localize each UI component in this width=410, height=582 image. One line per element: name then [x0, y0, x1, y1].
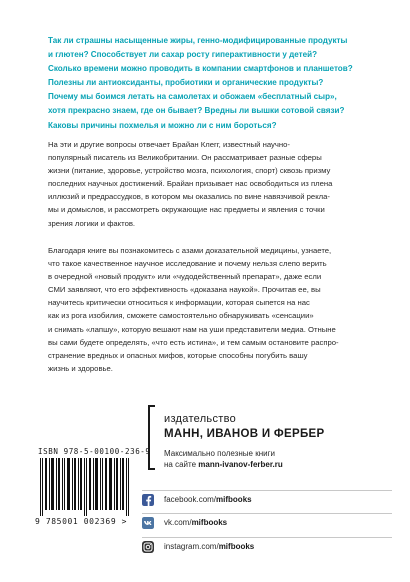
social-prefix: vk.com/ — [164, 518, 192, 527]
text-line: СМИ заявляют, что его эффективность «доказана наукой». Прочитав ее, вы — [48, 285, 321, 295]
barcode-digits: 9 785001 002369 > — [35, 517, 128, 526]
text-line: как из рога изобилия, сможете самостоятельно обнаруживать «сенсации» — [48, 311, 314, 321]
questions-block — [48, 34, 378, 133]
text-line: последних научных достижений. Брайан призывает нас освободиться из плена — [48, 179, 333, 189]
vk-icon — [142, 517, 154, 529]
social-handle: mifbooks — [216, 495, 252, 504]
publisher-site-line — [164, 459, 283, 470]
text-line: и снимать «лапшу», которую вешают нам на уши представители медиа. Отныне — [48, 324, 336, 334]
social-prefix: facebook.com/ — [164, 495, 217, 504]
social-handle: mifbooks — [191, 518, 228, 527]
text-line: жизни (питание, здоровье, устройство мозга, психология, спорт) сквозь призму — [48, 166, 331, 176]
publisher-logo — [164, 412, 324, 442]
text-line: иллюзий и предрассудков, в котором мы оказались по вине навязчивой рекла- — [48, 192, 330, 202]
publisher-info — [164, 448, 283, 470]
site-prefix: на сайте — [164, 460, 199, 469]
social-vk[interactable] — [142, 513, 402, 530]
text-line: На эти и другие вопросы отвечает Брайан Клегг, известный научно- — [48, 140, 290, 149]
text-line: что такое качественное научное исследование и почему нельзя слепо верить — [48, 259, 327, 269]
social-link-text[interactable] — [164, 495, 252, 505]
facebook-icon — [142, 494, 154, 506]
text-line: мы и домыслов, и рассмотреть окружающие нас предметы и явления с точки — [48, 205, 325, 215]
question-line: Сколько времени можно проводить в компании смартфонов и планшетов? — [48, 64, 353, 74]
question-line: Полезны ли антиоксиданты, пробиотики и органические продукты? — [48, 78, 324, 88]
social-facebook[interactable] — [142, 490, 402, 507]
publisher-tagline: Максимально полезные книги — [164, 449, 275, 458]
text-line: в очередной «новый продукт» или «чудодейственный препарат», даже если — [48, 272, 322, 282]
text-line: вы сами будете определять, «что есть истина», и тем самым остановите распро- — [48, 337, 339, 347]
description-paragraph-1 — [48, 138, 364, 230]
text-line: странение вредных и опасных мифов, которые способны погубить вашу — [48, 350, 308, 360]
text-line: популярный писатель из Великобритании. Он рассматривает разные сферы — [48, 153, 322, 163]
instagram-icon — [142, 541, 154, 553]
publisher-site-link[interactable]: mann-ivanov-ferber.ru — [198, 460, 283, 469]
text-line: жизнь и здоровье. — [48, 363, 113, 373]
divider — [142, 537, 392, 538]
publisher-bracket — [148, 405, 155, 470]
question-line: Каковы причины похмелья и можно ли с ним бороться? — [48, 120, 277, 130]
text-line: зрения логики и фактов. — [48, 218, 136, 228]
social-link-text[interactable] — [164, 518, 227, 528]
divider — [142, 513, 392, 514]
isbn-number: ISBN 978-5-00100-236-9 — [38, 447, 151, 456]
divider — [142, 490, 392, 491]
question-line: и глютен? Способствует ли сахар росту гиперактивности у детей? — [48, 50, 318, 60]
social-link-text[interactable] — [164, 542, 254, 552]
text-line: Благодаря книге вы познакомитесь с азами доказательной медицины, узнаете, — [48, 246, 332, 255]
social-prefix: instagram.com/ — [164, 542, 219, 551]
question-line: Так ли страшны насыщенные жиры, генно-модифицированные продукты — [48, 36, 348, 45]
question-line: Почему мы боимся летать на самолетах и обожаем «бесплатный сыр», — [48, 92, 337, 102]
social-instagram[interactable] — [142, 537, 402, 554]
question-line: хотя прекрасно знаем, где он бывает? Вредны ли вышки сотовой связи? — [48, 106, 345, 116]
publisher-name: МАНН, ИВАНОВ И ФЕРБЕР — [164, 428, 325, 440]
social-handle: mifbooks — [218, 542, 255, 551]
text-line: научитесь критически относиться к информации, которая сыпется на нас — [48, 298, 310, 308]
barcode — [36, 458, 136, 516]
description-paragraph-2 — [48, 244, 364, 375]
publisher-label: издательство — [164, 413, 237, 425]
